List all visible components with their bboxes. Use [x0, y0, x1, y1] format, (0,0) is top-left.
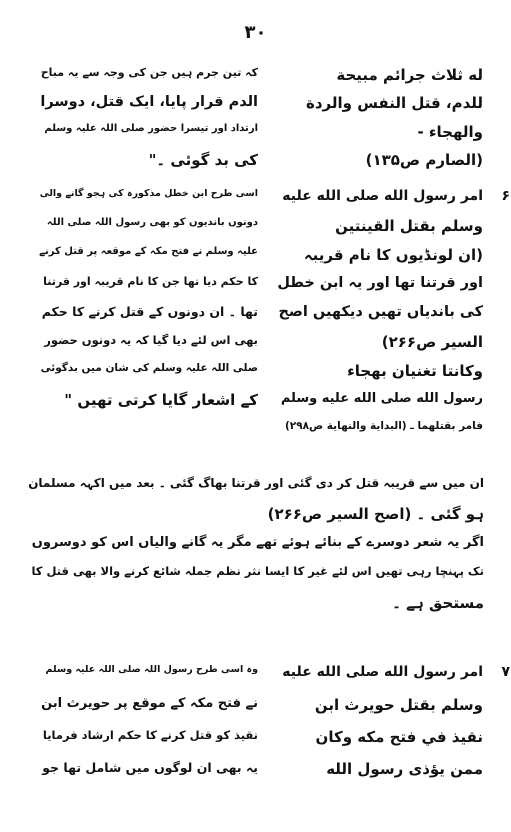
arabic-text: للدم، قتل النفس والردة — [306, 94, 483, 112]
arabic-text: (ان لونڈیوں کا نام قریبہ — [303, 246, 483, 264]
paragraph-line — [0, 505, 511, 535]
paragraph-text: ان میں سے قریبہ قتل کر دی گئی اور قرتنا بھاگ گئی ۔ بعد میں اکہہ مسلمان — [28, 476, 484, 490]
text-row — [0, 217, 511, 247]
arabic-text: فامر بقتلهما ـ (البداية والنهاية ص۲۹۸) — [284, 420, 483, 432]
paragraph-line — [0, 594, 511, 624]
text-row — [0, 391, 511, 421]
paragraph-text: اگر یہ شعر دوسرے کے بنائے ہوئے تھے مگر یہ گانے والیاں اس کو دوسروں — [31, 535, 484, 550]
urdu-translation: ارتداد اور تیسرا حضور صلی اللہ علیہ وسلم — [44, 123, 258, 134]
item-number: ۷ — [501, 664, 510, 680]
arabic-text: اور قرتنا تھا اور یہ ابن خطل — [277, 275, 483, 291]
urdu-translation: وہ اسی طرح رسول اللہ صلی اللہ علیہ وسلم — [45, 664, 258, 675]
arabic-text: والهجاء - — [417, 123, 483, 141]
text-row — [0, 151, 511, 181]
urdu-translation: دونوں باندیوں کو بھی رسول اللہ صلی اللہ — [46, 217, 258, 228]
paragraph-text: مستحق ہے ۔ — [392, 594, 484, 612]
text-row — [0, 275, 511, 305]
text-row — [0, 420, 511, 450]
arabic-text: وسلم بقتل حويرث ابن — [314, 696, 483, 714]
urdu-translation: کی بد گوئی ۔" — [148, 151, 258, 169]
citation: السیر ص۲۶۶) — [381, 333, 483, 351]
text-row — [0, 728, 511, 758]
urdu-translation: علیہ وسلم نے فتح مکہ کے موقعہ پر قتل کرنے — [39, 246, 258, 257]
urdu-translation: تھا ۔ ان دونوں کے قتل کرنے کا حکم — [41, 304, 258, 319]
urdu-translation: نے فتح مکہ کے موقع پر حویرث ابن — [41, 696, 258, 711]
text-row — [0, 123, 511, 153]
urdu-translation: کے اشعار گایا کرتی تھیں " — [64, 391, 258, 409]
paragraph-text: تک پہنچا رہی تھیں اس لئے غیر کا ایسا نثر نظم جملہ شائع کرنے والا بھی قتل کا — [31, 564, 484, 578]
arabic-text: وكانتا تغنيان بهجاء — [347, 362, 483, 380]
arabic-text: امر رسول الله صلى الله عليه — [282, 664, 483, 680]
text-row — [0, 188, 511, 218]
text-row — [0, 66, 511, 96]
urdu-translation: یہ بھی ان لوگوں میں شامل تھا جو — [42, 760, 258, 775]
text-row — [0, 246, 511, 276]
urdu-translation: نقیذ کو قتل کرنے کا حکم ارشاد فرمایا — [42, 728, 258, 742]
text-row — [0, 304, 511, 334]
paragraph-line — [0, 476, 511, 506]
urdu-translation: اسی طرح ابن خطل مذکورہ کی ہجو گانے والی — [39, 188, 258, 199]
text-row — [0, 362, 511, 392]
text-row — [0, 333, 511, 363]
text-row — [0, 664, 511, 694]
urdu-translation: کہ تین جرم ہیں جن کی وجہ سے یہ مباح — [40, 66, 258, 79]
arabic-text: ممن يؤذى رسول الله — [326, 760, 483, 778]
arabic-text: امر رسول الله صلى الله عليه — [282, 188, 483, 204]
page-number: ۳۰ — [244, 22, 267, 43]
arabic-text: رسول الله صلى الله عليه وسلم — [280, 391, 483, 406]
text-row — [0, 94, 511, 124]
arabic-text: نقيذ في فتح مكه وكان — [315, 728, 483, 746]
urdu-translation: کا حکم دیا تھا جن کا نام قریبہ اور قرتنا — [43, 275, 258, 288]
text-row — [0, 760, 511, 790]
urdu-translation: الدم قرار پایا، ایک قتل، دوسرا — [40, 94, 258, 110]
arabic-text: وسلم بقتل القينتين — [335, 217, 483, 235]
arabic-text: له ثلاث جرائم مبيحة — [336, 66, 483, 84]
item-number: ۶ — [501, 188, 510, 204]
arabic-text: کی باندیاں تھیں دیکھیں اصح — [278, 304, 483, 320]
urdu-translation: صلی اللہ علیہ وسلم کی شان میں بدگوئی — [40, 362, 258, 374]
text-row — [0, 696, 511, 726]
citation: (الصارم ص۱۳۵) — [365, 151, 483, 169]
paragraph-line — [0, 564, 511, 594]
paragraph-text: ہو گئی ۔ (اصح السیر ص۲۶۶) — [267, 505, 484, 523]
urdu-translation: بھی اس لئے دیا گیا کہ یہ دونوں حضور — [44, 333, 258, 347]
paragraph-line — [0, 535, 511, 565]
